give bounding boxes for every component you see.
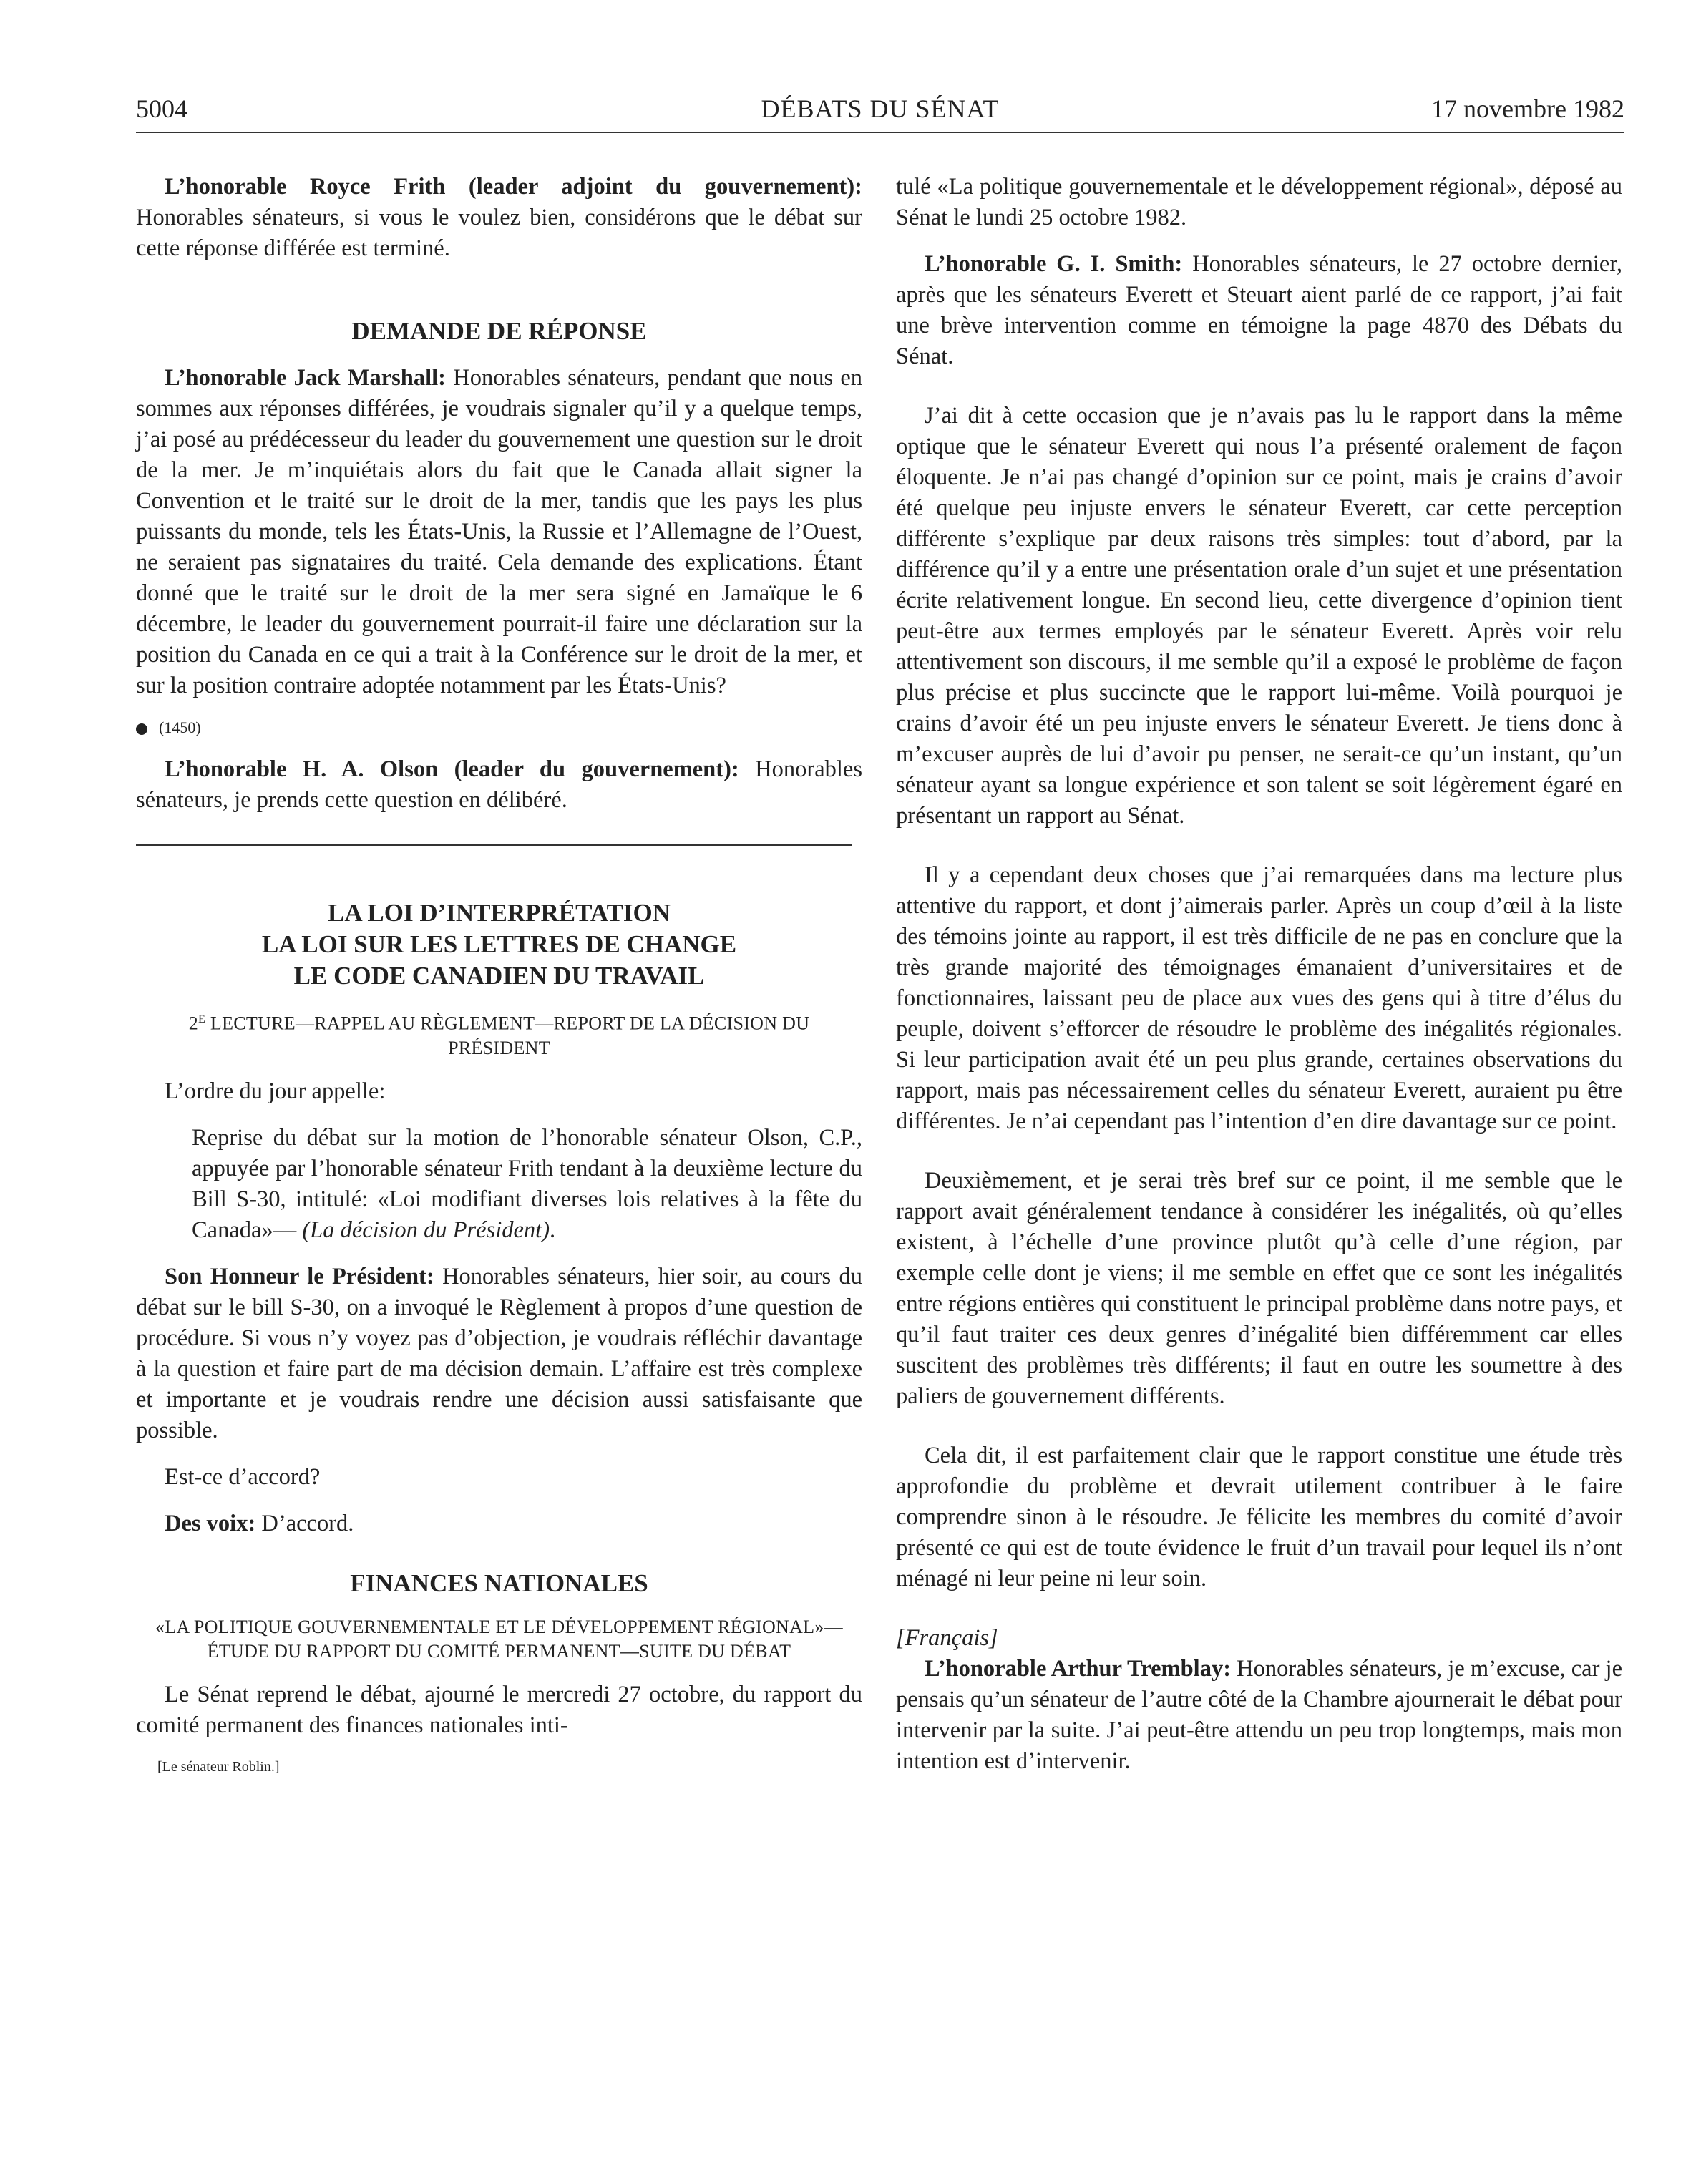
paragraph-1: J’ai dit à cette occasion que je n’avais pas lu le rapport dans la même optique que le sénateur Everett qui nous l’a présenté oralement de façon éloquente. Je n’ai pas changé d’opinion sur ce point, mais je crains d’avoir été quelque peu injuste envers le sénateur Everett, car cette perception différente s’explique par deux raisons très simples: tout d’abord, par la différence qu’il y a entre une présentation orale d’un sujet et une présentation écrite relativement longue. En second lieu, cette divergence d’opinion tient peut-être aux termes employés par le sénateur Everett. Après voir relu attentivement son discours, il me semble qu’il a exposé le problème de façon plus précise et plus succincte que le rapport lui-même. Voilà pourquoi je crains d’avoir été un peu injuste envers le sénateur Everett. Je tiens donc à m’excuser auprès de lui d’avoir pu penser, ne serait-ce qu’un instant, qu’un sénateur ayant sa longue expérience et son talent se soit légèrement égaré en présentant un rapport au Sénat.	[896, 403, 1622, 829]
speaker-name: L’honorable Jack Marshall:	[165, 365, 446, 391]
speaker-name: Des voix:	[165, 1510, 256, 1536]
speaker-name: L’honorable H. A. Olson (leader du gouvernement):	[165, 756, 739, 782]
paragraph-continued: tulé «La politique gouvernementale et le développement régional», déposé au Sénat le lundi 25 octobre 1982.	[896, 174, 1622, 230]
speech-text: Honorables sénateurs, le 27 octobre dernier, après que les sénateurs Everett et Steuart aient parlé de ce rapport, j’ai fait une brève intervention comme en témoigne la page 4870 des Débats du Sénat.	[896, 251, 1623, 369]
section-subheading-finances: «LA POLITIQUE GOUVERNEMENTALE ET LE DÉVELOPPEMENT RÉGIONAL»—ÉTUDE DU RAPPORT DU COMITÉ PERMANENT—SUITE DU DÉBAT	[155, 1616, 843, 1662]
order-quote: Reprise du débat sur la motion de l’honorable sénateur Olson, C.P., appuyée par l’honorable sénateur Frith tendant à la deuxième lecture du Bill S-30, intitulé: «Loi modifiant diverses lois relatives à la fête du Canada»— (La décision du Président).	[192, 1124, 862, 1243]
time-marker: (1450)	[136, 717, 862, 738]
section-heading-loi-3: LE CODE CANADIEN DU TRAVAIL	[293, 962, 705, 990]
page-number: 5004	[136, 94, 187, 123]
paragraph-smith	[896, 249, 1622, 372]
speech-text: Honorables sénateurs, si vous le voulez bien, considérons que le débat sur cette réponse différée est terminé.	[136, 205, 862, 261]
speech-text: Honorables sénateurs, je prends cette question en délibéré.	[136, 756, 863, 813]
paragraph-frith	[136, 172, 862, 264]
page-date: 17 novembre 1982	[1431, 94, 1624, 123]
footnote: [Le sénateur Roblin.]	[157, 1758, 280, 1775]
paragraph-4: Cela dit, il est parfaitement clair que le rapport constitue une étude très approfondie du problème et devrait utilement contribuer à le faire comprendre sinon à le résoudre. Je félicite les membres du comité d’avoir présenté ce qui est de toute évidence le fruit d’un travail pour lequel ils n’ont ménagé ni leur peine ni leur soin.	[896, 1443, 1622, 1591]
section-subheading-lecture: $2^E$ LECTURE—RAPPEL AU RÈGLEMENT—REPORT DE LA DÉCISION DU PRÉSIDENT	[188, 1013, 810, 1058]
language-marker: [Français]	[896, 1625, 998, 1651]
section-heading-finances: FINANCES NATIONALES	[350, 1569, 648, 1597]
right-column	[896, 172, 1622, 1777]
paragraph-president	[136, 1262, 862, 1446]
paragraph-2: Il y a cependant deux choses que j’ai remarquées dans ma lecture plus attentive du rapport, et dont j’aimerais parler. Après un coup d’œil à la liste des témoins jointe au rapport, il est très difficile de ne pas en conclure que la très grande majorité des témoignages émanaient d’universitaires et de fonctionnaires, laissant peu de place aux vues des gens qui à titre d’élus du peuple, doivent s’efforcer de résoudre le problème des inégalités régionales. Si leur participation avait été un peu plus grande, certaines observations du rapport, mais pas nécessairement celles du sénateur Everett, auraient pu être différentes. Je n’ai cependant pas l’intention d’en dire davantage sur ce point.	[896, 862, 1622, 1134]
speaker-name: L’honorable G. I. Smith:	[925, 251, 1183, 277]
paragraph-marshall	[136, 363, 862, 701]
speaker-name: Son Honneur le Président:	[165, 1263, 434, 1290]
paragraph-senate-resumes: Le Sénat reprend le débat, ajourné le mercredi 27 octobre, du rapport du comité permanent des finances nationales inti-	[136, 1681, 862, 1738]
speech-text: Honorables sénateurs, pendant que nous en sommes aux réponses différées, je voudrais signaler qu’il y a quelque temps, j’ai posé au prédécesseur du leader du gouvernement une question sur le droit de la mer. Je m’inquiétais alors du fait que le Canada allait signer la Convention et le traité sur le droit de la mer, tandis que les pays les plus puissants du monde, tels les États-Unis, la Russie et l’Allemagne de l’Ouest, ne seraient pas signataires du traité. Cela demande des explications. Étant donné que le traité sur le droit de la mer sera signé en Jamaïque le 6 décembre, le leader du gouvernement pourrait-il faire une déclaration sur la position du Canada en ce qui a trait à la Conférence sur le droit de la mer, et sur la position contraire adoptée notamment par les États-Unis?	[136, 365, 863, 698]
bullet-icon	[136, 723, 147, 735]
paragraph-olson	[136, 754, 862, 816]
left-column	[136, 172, 862, 1777]
speech-text: Honorables sénateurs, je m’excuse, car je pensais qu’un sénateur de l’autre côté de la Chambre ajournerait le débat pour intervenir par la suite. J’ai peut-être attendu un peu trop longtemps, mais mon intention est d’intervenir.	[896, 1656, 1622, 1774]
page-header	[136, 93, 1624, 133]
paragraph-tremblay	[896, 1654, 1622, 1777]
order-of-day: L’ordre du jour appelle:	[165, 1078, 386, 1104]
speaker-name: L’honorable Royce Frith (leader adjoint du gouvernement):	[165, 174, 862, 200]
paragraph-voices	[136, 1508, 862, 1539]
speech-text: Honorables sénateurs, hier soir, au cours du débat sur le bill S-30, on a invoqué le Règlement à propos d’une question de procédure. Si vous n’y voyez pas d’objection, je voudrais réfléchir davantage à la question et faire part de ma décision demain. L’affaire est très complexe et importante et je voudrais rendre une décision aussi satisfaisante que possible.	[136, 1263, 862, 1443]
section-heading-demande: DEMANDE DE RÉPONSE	[351, 317, 647, 345]
agree-question: Est-ce d’accord?	[165, 1463, 321, 1490]
paragraph-3: Deuxièmement, et je serai très bref sur ce point, il me semble que le rapport avait généralement tendance à considérer les inégalités, où qu’elles existent, à l’échelle d’une province plutôt qu’à celle d’une région, par exemple celle dont je viens; il me semble en effet que ce sont les inégalités entre régions entières qui constituent le principal problème dans notre pays, et qu’il faut traiter ces deux genres d’inégalité bien différemment car elles suscitent des problèmes très différents; il faut en outre les soumettre à des paliers de gouvernement différents.	[896, 1168, 1622, 1409]
publication-title: DÉBATS DU SÉNAT	[761, 94, 1000, 123]
section-heading-loi-2: LA LOI SUR LES LETTRES DE CHANGE	[261, 930, 737, 958]
speech-text: D’accord.	[261, 1510, 354, 1536]
section-heading-loi-1: LA LOI D’INTERPRÉTATION	[327, 899, 671, 927]
speaker-name: L’honorable Arthur Tremblay:	[925, 1656, 1232, 1682]
